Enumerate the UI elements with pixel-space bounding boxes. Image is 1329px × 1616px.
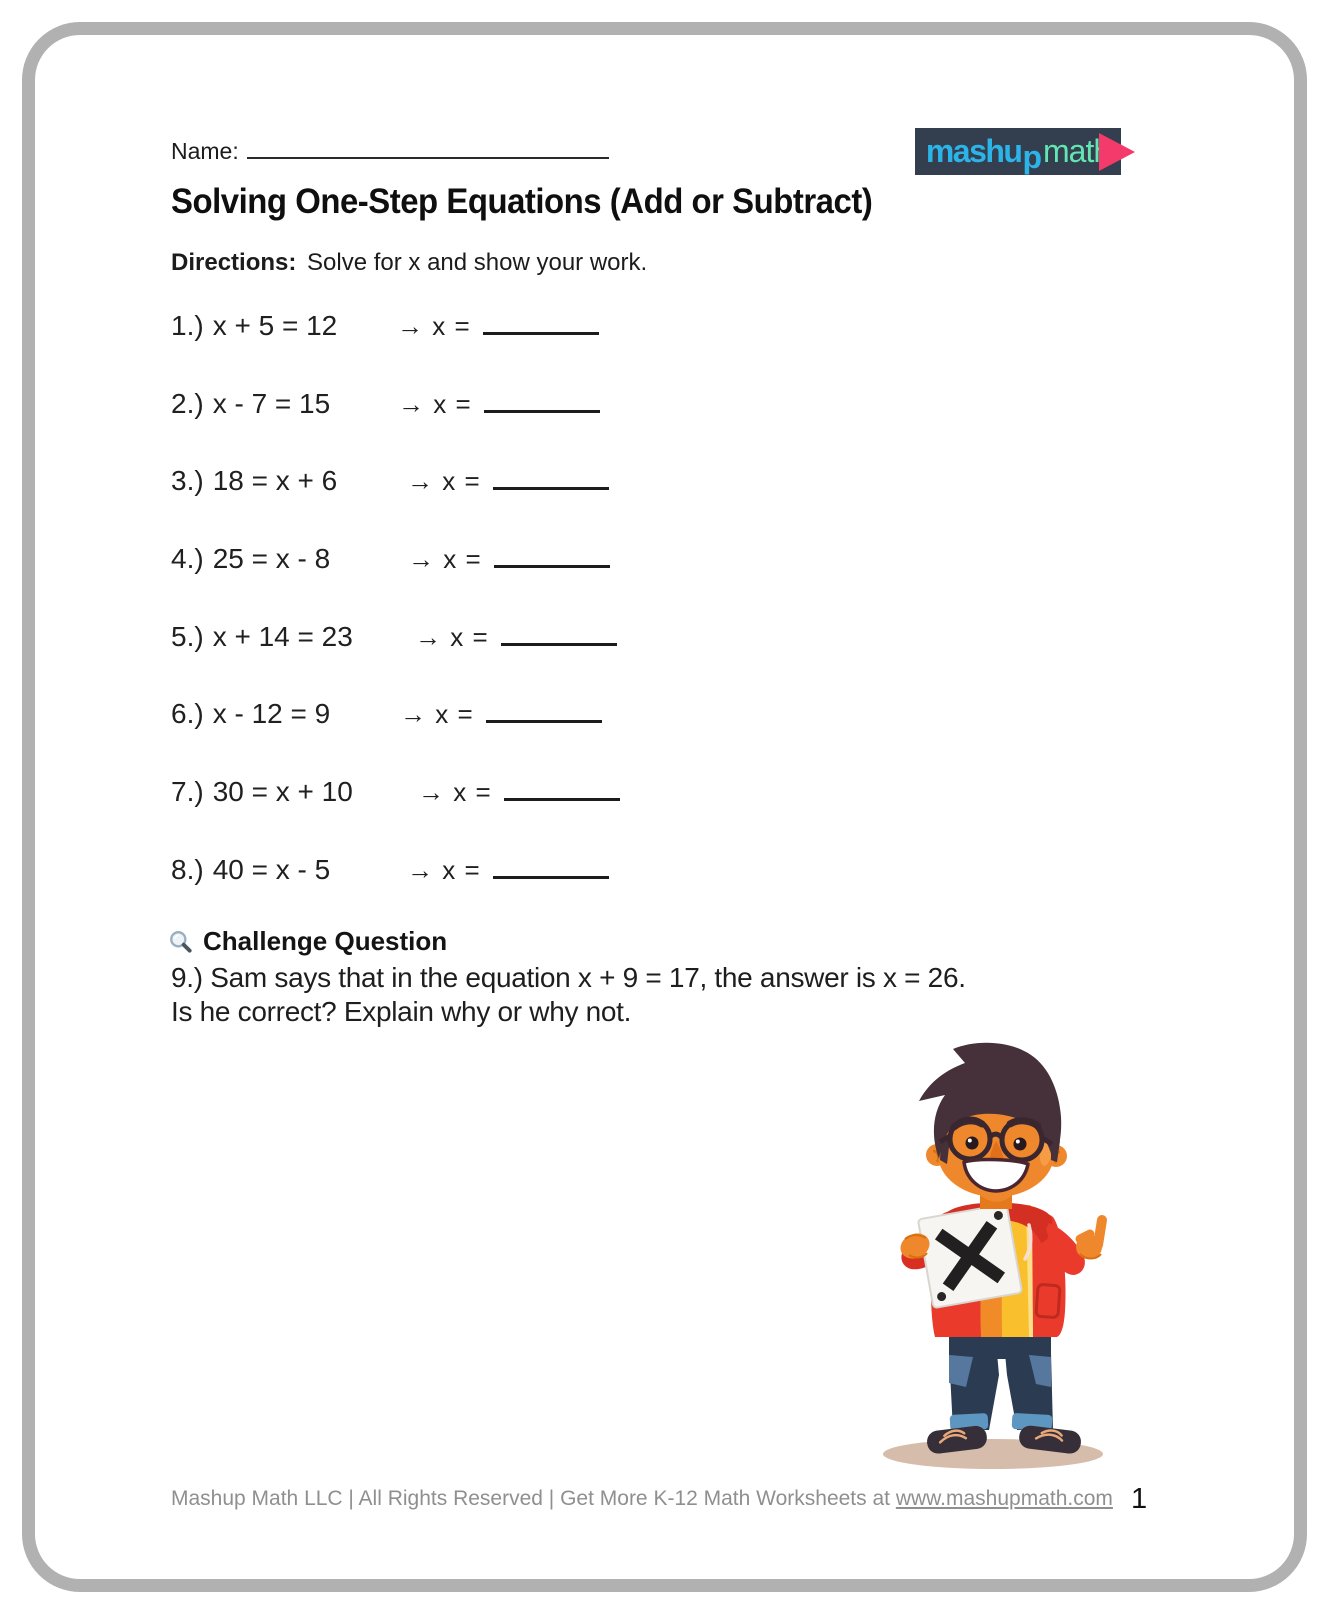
- problem-row-6: [171, 698, 602, 730]
- directions-label: Directions:: [171, 249, 297, 276]
- answer-arrow-label: → x =: [398, 389, 472, 419]
- answer-arrow-label: → x =: [418, 777, 492, 807]
- equation-text: 3.) 18 = x + 6: [171, 465, 338, 496]
- equation-text: 5.) x + 14 = 23: [171, 621, 353, 652]
- problem-row-4: [171, 543, 610, 575]
- answer-arrow-label: → x =: [415, 622, 489, 652]
- challenge-question-line2: Is he correct? Explain why or why not.: [171, 996, 632, 1027]
- magnifier-icon: [168, 929, 194, 955]
- answer-blank[interactable]: [484, 388, 600, 413]
- problem-row-7: [171, 776, 620, 808]
- answer-arrow-label: → x =: [407, 466, 481, 496]
- answer-blank[interactable]: [504, 776, 620, 801]
- page-number: 1: [1131, 1483, 1148, 1515]
- equation-text: 8.) 40 = x - 5: [171, 854, 331, 885]
- answer-blank[interactable]: [493, 465, 609, 490]
- problem-row-2: [171, 388, 600, 420]
- problem-row-3: [171, 465, 609, 497]
- answer-blank[interactable]: [486, 698, 602, 723]
- challenge-heading-text: Challenge Question: [203, 926, 448, 956]
- answer-arrow-label: → x =: [408, 544, 482, 574]
- equation-text: 4.) 25 = x - 8: [171, 543, 331, 574]
- footer-link[interactable]: www.mashupmath.com: [895, 1487, 1113, 1510]
- equation-text: 1.) x + 5 = 12: [171, 310, 338, 341]
- answer-arrow-label: → x =: [407, 855, 481, 885]
- name-row: [171, 137, 609, 165]
- equation-text: 7.) 30 = x + 10: [171, 776, 353, 807]
- problem-row-5: [171, 621, 617, 653]
- boy-holding-x-sign-illustration: [853, 1033, 1113, 1473]
- directions: [171, 249, 647, 277]
- directions-text: Solve for x and show your work.: [307, 249, 648, 276]
- problem-row-1: [171, 310, 599, 342]
- logo-text-mashu: mashu: [925, 133, 1022, 169]
- name-blank-line[interactable]: [247, 137, 609, 159]
- answer-blank[interactable]: [493, 854, 609, 879]
- answer-blank[interactable]: [501, 621, 617, 646]
- footer-text: Mashup Math LLC | All Rights Reserved | Get More K-12 Math Worksheets at: [171, 1487, 896, 1510]
- answer-blank[interactable]: [494, 543, 610, 568]
- equation-text: 2.) x - 7 = 15: [171, 388, 331, 419]
- answer-blank[interactable]: [483, 310, 599, 335]
- answer-arrow-label: → x =: [397, 311, 471, 341]
- logo-text-math: math: [1043, 133, 1111, 169]
- logo-text-p: p: [1022, 139, 1043, 175]
- worksheet-title: Solving One-Step Equations (Add or Subtract): [171, 182, 873, 221]
- problem-row-8: [171, 854, 609, 886]
- logo-play-triangle-icon: [1099, 133, 1135, 171]
- answer-arrow-label: → x =: [400, 699, 474, 729]
- mashupmath-logo: [915, 128, 1121, 175]
- footer: [171, 1487, 1113, 1511]
- name-label: Name:: [171, 138, 239, 164]
- challenge-question-line1: 9.) Sam says that in the equation x + 9 = 17, the answer is x = 26.: [171, 962, 966, 993]
- challenge-heading: [168, 926, 447, 957]
- equation-text: 6.) x - 12 = 9: [171, 698, 331, 729]
